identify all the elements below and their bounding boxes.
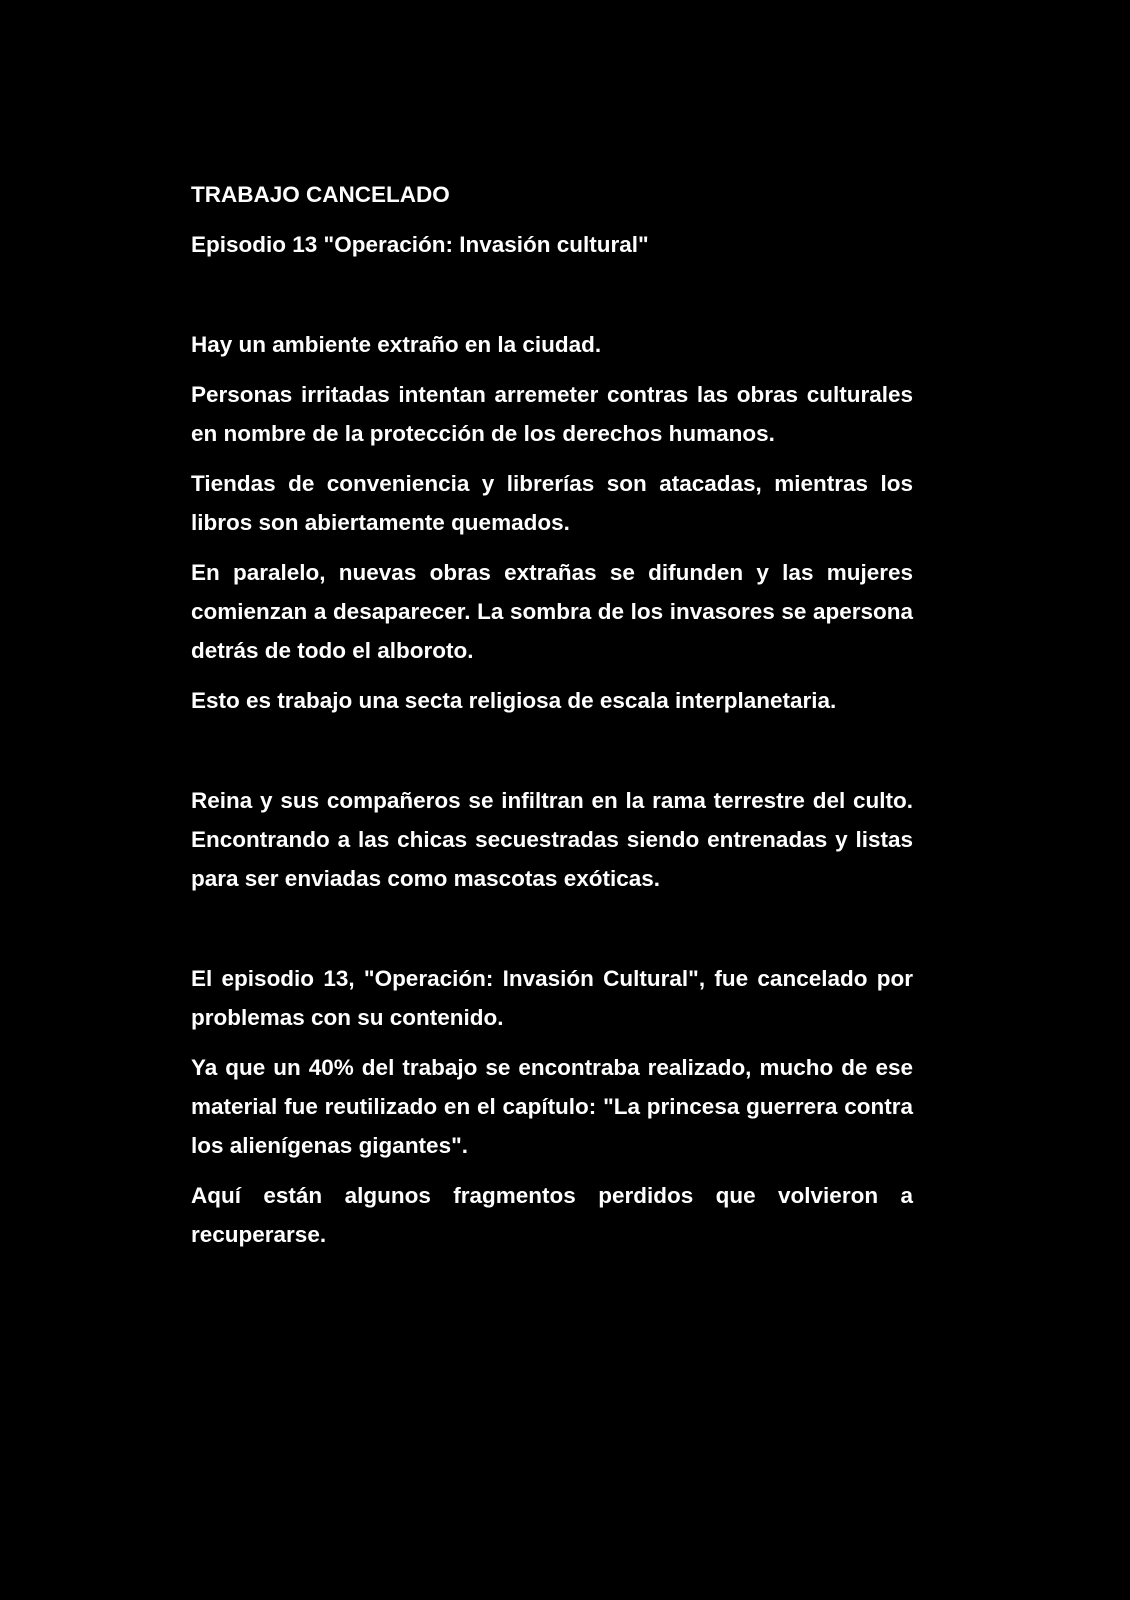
document-title: TRABAJO CANCELADO bbox=[191, 182, 450, 207]
episode-heading: Episodio 13 "Operación: Invasión cultural" bbox=[191, 232, 649, 257]
spacer bbox=[191, 909, 913, 948]
paragraph: El episodio 13, "Operación: Invasión Cultural", fue cancelado por problemas con su contenido. bbox=[191, 966, 913, 1030]
paragraph: Hay un ambiente extraño en la ciudad. bbox=[191, 332, 602, 357]
spacer bbox=[191, 275, 913, 314]
document-body bbox=[191, 175, 913, 1265]
spacer bbox=[191, 731, 913, 770]
paragraph: En paralelo, nuevas obras extrañas se difunden y las mujeres comienzan a desaparecer. La sombra de los invasores se apersona detrás de todo el alboroto. bbox=[191, 560, 913, 663]
paragraph: Reina y sus compañeros se infiltran en la rama terrestre del culto. Encontrando a las chicas secuestradas siendo entrenadas y listas para ser enviadas como mascotas exóticas. bbox=[191, 788, 913, 891]
paragraph: Tiendas de conveniencia y librerías son atacadas, mientras los libros son abiertamente quemados. bbox=[191, 471, 913, 535]
paragraph: Esto es trabajo una secta religiosa de escala interplanetaria. bbox=[191, 688, 837, 713]
paragraph: Ya que un 40% del trabajo se encontraba realizado, mucho de ese material fue reutilizado en el capítulo: "La princesa guerrera contra los alienígenas gigantes". bbox=[191, 1055, 913, 1158]
paragraph: Aquí están algunos fragmentos perdidos que volvieron a recuperarse. bbox=[191, 1183, 913, 1247]
paragraph: Personas irritadas intentan arremeter contras las obras culturales en nombre de la protección de los derechos humanos. bbox=[191, 382, 913, 446]
